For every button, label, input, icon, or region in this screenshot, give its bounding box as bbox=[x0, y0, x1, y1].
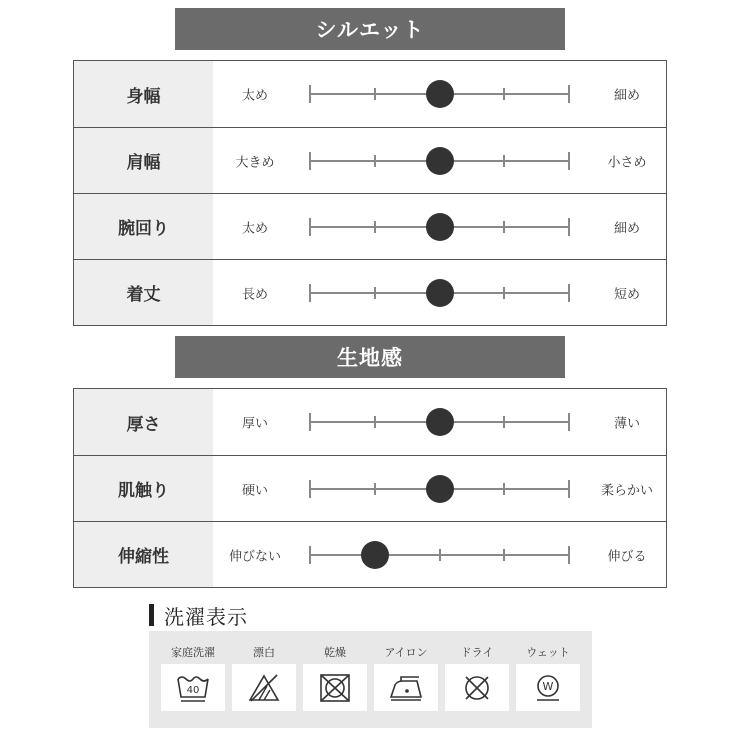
attribute-scale bbox=[213, 194, 666, 259]
attribute-label: 厚さ bbox=[74, 389, 213, 455]
care-item-label: ドライ bbox=[460, 646, 494, 659]
attribute-row bbox=[74, 127, 666, 193]
care-title: 洗濯表示 bbox=[164, 604, 248, 629]
scale-tick bbox=[568, 413, 570, 431]
scale-tick bbox=[439, 549, 441, 561]
scale-tick bbox=[374, 483, 376, 495]
attribute-scale bbox=[213, 389, 666, 455]
scale-tick bbox=[374, 416, 376, 428]
scale-tick bbox=[309, 218, 311, 236]
scale-tick bbox=[503, 155, 505, 167]
scale-tick bbox=[568, 480, 570, 498]
scale-right-label: 薄い bbox=[613, 416, 641, 432]
care-heading-bar bbox=[149, 604, 154, 626]
attribute-label: 肩幅 bbox=[74, 128, 213, 193]
attribute-row bbox=[74, 259, 666, 325]
scale-tick bbox=[568, 546, 570, 564]
scale-indicator-dot bbox=[426, 475, 454, 503]
washtub-40-icon bbox=[161, 664, 225, 711]
attribute-scale bbox=[213, 260, 666, 325]
care-item-label: 家庭洗濯 bbox=[171, 646, 215, 659]
scale-right-label: 小さめ bbox=[607, 155, 647, 170]
scale-left-label: 太め bbox=[241, 88, 269, 104]
scale-tick bbox=[503, 287, 505, 299]
scale-indicator-dot bbox=[426, 80, 454, 108]
wet-clean-letter: W bbox=[542, 679, 554, 693]
no-tumble-dry-icon bbox=[303, 664, 367, 711]
scale-indicator-dot bbox=[426, 279, 454, 307]
scale-left-label: 硬い bbox=[241, 483, 269, 498]
scale-left-label: 太め bbox=[241, 221, 269, 236]
scale-tick bbox=[309, 152, 311, 170]
no-dry-clean-icon bbox=[445, 664, 509, 711]
attribute-label: 肌触り bbox=[74, 456, 213, 521]
scale-tick bbox=[309, 85, 311, 103]
scale-tick bbox=[374, 287, 376, 299]
scale-tick bbox=[568, 152, 570, 170]
washtub-temp-text: 40 bbox=[186, 684, 200, 696]
care-item-label: ウェット bbox=[526, 646, 570, 659]
attribute-scale bbox=[213, 128, 666, 193]
attribute-scale bbox=[213, 522, 666, 587]
scale-tick bbox=[503, 221, 505, 233]
scale-tick bbox=[568, 284, 570, 302]
scale-right-label: 短め bbox=[613, 287, 641, 302]
attribute-scale bbox=[213, 456, 666, 521]
scale-left-label: 厚い bbox=[241, 416, 269, 432]
attribute-label: 着丈 bbox=[74, 260, 213, 325]
no-bleach-icon bbox=[232, 664, 296, 711]
attribute-scale bbox=[213, 61, 666, 127]
scale-left-label: 大きめ bbox=[235, 155, 275, 170]
scale-tick bbox=[309, 480, 311, 498]
attribute-row bbox=[74, 61, 666, 127]
scale-tick bbox=[503, 416, 505, 428]
scale-right-label: 柔らかい bbox=[600, 483, 654, 498]
scale-right-label: 細め bbox=[613, 221, 641, 236]
attribute-label: 伸縮性 bbox=[74, 522, 213, 587]
texture-title: 生地感 bbox=[337, 346, 403, 370]
scale-tick bbox=[309, 284, 311, 302]
scale-tick bbox=[568, 218, 570, 236]
attribute-label: 腕回り bbox=[74, 194, 213, 259]
scale-tick bbox=[503, 483, 505, 495]
care-item-label: 漂白 bbox=[253, 646, 275, 659]
care-panel bbox=[149, 631, 592, 728]
scale-right-label: 伸びる bbox=[607, 549, 647, 564]
attribute-row bbox=[74, 193, 666, 259]
attribute-label: 身幅 bbox=[74, 61, 213, 127]
scale-tick bbox=[503, 549, 505, 561]
silhouette-title: シルエット bbox=[315, 18, 425, 42]
attribute-row bbox=[74, 389, 666, 455]
attribute-row bbox=[74, 521, 666, 587]
scale-tick bbox=[503, 88, 505, 100]
scale-tick bbox=[309, 413, 311, 431]
scale-tick bbox=[374, 221, 376, 233]
care-heading bbox=[149, 602, 248, 628]
scale-indicator-dot bbox=[426, 147, 454, 175]
scale-indicator-dot bbox=[426, 408, 454, 436]
scale-right-label: 細め bbox=[613, 88, 641, 104]
scale-indicator-dot bbox=[361, 541, 389, 569]
scale-left-label: 伸びない bbox=[228, 549, 282, 564]
scale-tick bbox=[568, 85, 570, 103]
care-item-label: アイロン bbox=[384, 646, 428, 659]
iron-low-icon bbox=[374, 664, 438, 711]
silhouette-table bbox=[73, 60, 667, 326]
scale-indicator-dot bbox=[426, 213, 454, 241]
wet-clean-icon bbox=[516, 664, 580, 711]
scale-tick bbox=[309, 546, 311, 564]
attribute-row bbox=[74, 455, 666, 521]
silhouette-header bbox=[175, 8, 565, 50]
texture-table bbox=[73, 388, 667, 588]
scale-tick bbox=[374, 155, 376, 167]
texture-header bbox=[175, 336, 565, 378]
care-item-label: 乾燥 bbox=[324, 646, 346, 659]
scale-tick bbox=[374, 88, 376, 100]
scale-left-label: 長め bbox=[241, 287, 269, 302]
